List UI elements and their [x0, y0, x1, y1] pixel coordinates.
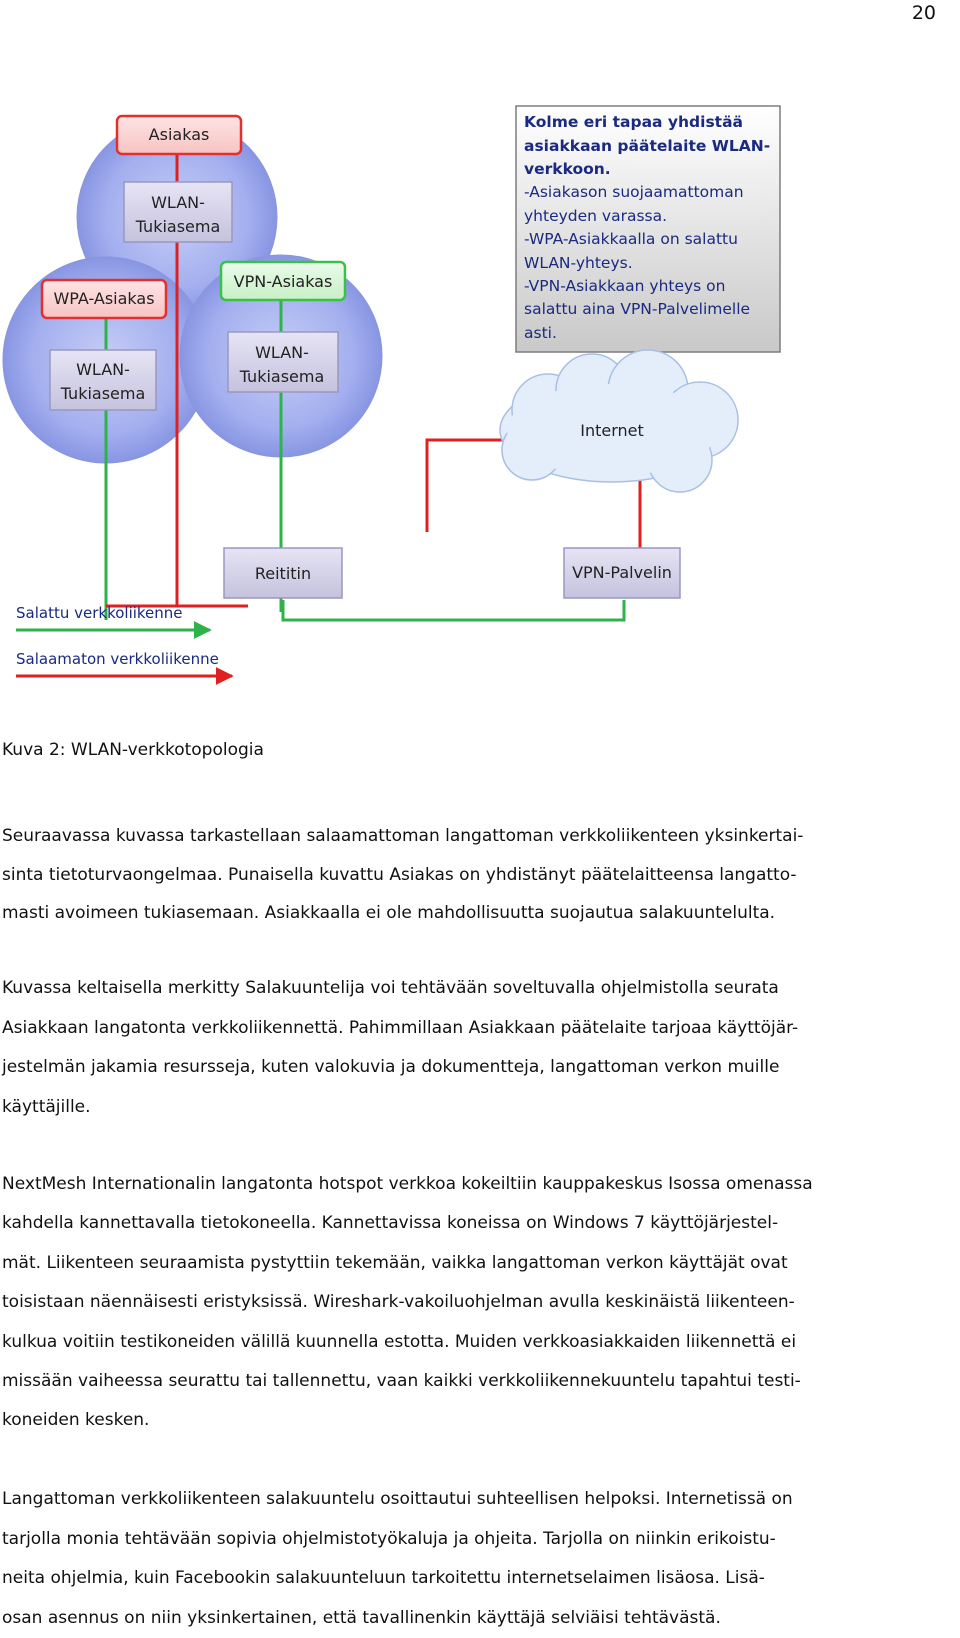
client-wpa-label: WPA-Asiakas [53, 289, 154, 308]
info-line-9: salattu aina VPN-Palvelimelle [524, 300, 750, 318]
client-vpn-label: VPN-Asiakas [234, 272, 333, 291]
paragraph-line: Kuvassa keltaisella merkitty Salakuuntelija voi tehtävään soveltuvalla ohjelmistolla seurata [2, 969, 957, 1009]
legend-unencrypted-label: Salaamaton verkkoliikenne [16, 650, 219, 668]
line-router-to-vpn [283, 600, 624, 620]
info-line-6: -WPA-Asiakkaalla on salattu [524, 230, 738, 248]
info-line-2: asiakkaan päätelaite WLAN- [524, 137, 770, 155]
paragraph-line: osan asennus on niin yksinkertainen, että tavallinenkin käyttäjä selviäisi tehtävästä. [2, 1599, 957, 1638]
paragraph-line: Seuraavassa kuvassa tarkastellaan salaamattoman langattoman verkkoliikenteen yksinkertai- [2, 817, 957, 856]
paragraph-line: NextMesh Internationalin langatonta hotspot verkkoa kokeiltiin kauppakeskus Isossa omenassa [2, 1165, 957, 1204]
paragraph-3 [2, 1165, 957, 1441]
paragraph-1 [2, 817, 957, 933]
info-line-8: -VPN-Asiakkaan yhteys on [524, 277, 726, 295]
info-line-5: yhteyden varassa. [524, 207, 667, 225]
paragraph-line: kahdella kannettavalla tietokoneella. Kannettavissa koneissa on Windows 7 käyttöjärjestel- [2, 1204, 957, 1243]
paragraph-line: sinta tietoturvaongelmaa. Punaisella kuvattu Asiakas on yhdistänyt päätelaitteensa langatto- [2, 856, 957, 895]
router-label: Reititin [255, 564, 311, 583]
info-line-3: verkkoon. [524, 160, 611, 178]
paragraph-line: Asiakkaan langatonta verkkoliikennettä. Pahimmillaan Asiakkaan päätelaite tarjoaa käyttöjär- [2, 1009, 957, 1049]
paragraph-line: masti avoimeen tukiasemaan. Asiakkaalla ei ole mahdollisuutta suojautua salakuuntelulta. [2, 894, 957, 933]
paragraph-line: missään vaiheessa seurattu tai tallennettu, vaan kaikki verkkoliikennekuuntelu tapahtui testi- [2, 1362, 957, 1401]
info-line-1: Kolme eri tapaa yhdistää [524, 113, 743, 131]
paragraph-2 [2, 969, 957, 1127]
client-unencrypted-label: Asiakas [149, 125, 210, 144]
paragraph-line: Langattoman verkkoliikenteen salakuuntelu osoittautui suhteellisen helpoksi. Internetissä on [2, 1480, 957, 1520]
paragraph-line: koneiden kesken. [2, 1401, 957, 1440]
ap-top-label-1: WLAN- [151, 193, 205, 212]
paragraph-4 [2, 1480, 957, 1638]
ap-left-label-1: WLAN- [76, 360, 130, 379]
paragraph-line: tarjolla monia tehtävään sopivia ohjelmistotyökaluja ja ohjeita. Tarjolla on niinkin erikoistu- [2, 1520, 957, 1560]
figure-caption: Kuva 2: WLAN-verkkotopologia [2, 740, 264, 760]
ap-top-label-2: Tukiasema [135, 217, 221, 236]
info-line-10: asti. [524, 324, 557, 342]
paragraph-line: kulkua voitiin testikoneiden välillä kuunnella estotta. Muiden verkkoasiakkaiden liikennettä ei [2, 1323, 957, 1362]
ap-left-label-2: Tukiasema [60, 384, 146, 403]
info-line-4: -Asiakason suojaamattoman [524, 183, 744, 201]
ap-right-label-1: WLAN- [255, 343, 309, 362]
page-number: 20 [912, 2, 936, 24]
legend-encrypted-label: Salattu verkkoliikenne [16, 604, 183, 622]
paragraph-line: toisistaan näennäisesti eristyksissä. Wireshark-vakoiluohjelman avulla keskinäistä liikenteen- [2, 1283, 957, 1322]
wlan-topology-diagram [0, 100, 960, 700]
vpn-server-label: VPN-Palvelin [572, 563, 672, 582]
internet-label: Internet [580, 421, 644, 440]
paragraph-line: mät. Liikenteen seuraamista pystyttiin tekemään, vaikka langattoman verkon käyttäjät ovat [2, 1244, 957, 1283]
paragraph-line: käyttäjille. [2, 1088, 957, 1128]
paragraph-line: jestelmän jakamia resursseja, kuten valokuvia ja dokumentteja, langattoman verkon muille [2, 1048, 957, 1088]
info-line-7: WLAN-yhteys. [524, 254, 633, 272]
paragraph-line: neita ohjelmia, kuin Facebookin salakuunteluun tarkoitettu internetselaimen lisäosa. Lisä- [2, 1559, 957, 1599]
ap-right-label-2: Tukiasema [239, 367, 325, 386]
